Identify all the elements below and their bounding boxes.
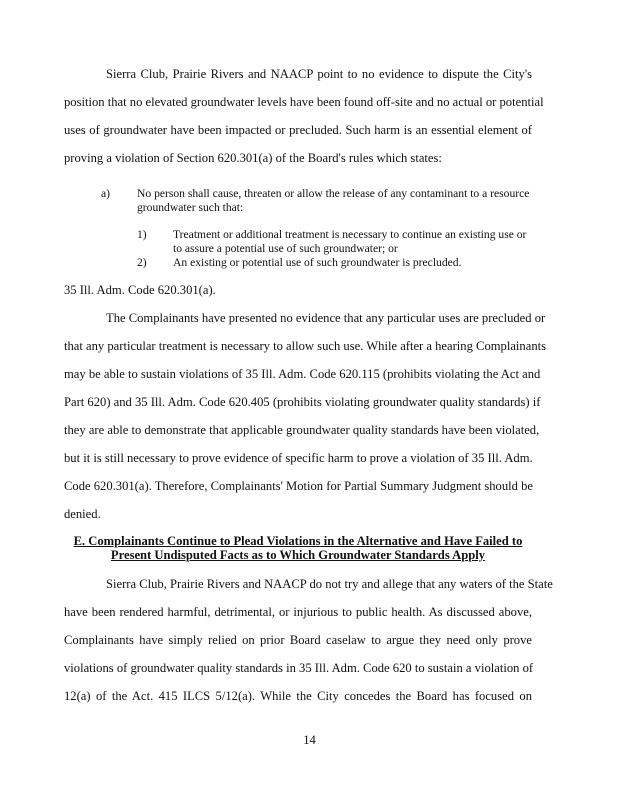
- citation: 35 Ill. Adm. Code 620.301(a).: [64, 283, 216, 297]
- paragraph-3-line-1: Sierra Club, Prairie Rivers and NAACP do not try and allege that any waters of the State: [106, 577, 553, 591]
- quote-sub-item-1-label: 1): [137, 228, 147, 241]
- quote-sub-item-1-line-1: Treatment or additional treatment is necessary to continue an existing use or: [173, 228, 527, 241]
- paragraph-3-line-5: 12(a) of the Act. 415 ILCS 5/12(a). While the City concedes the Board has focused on: [64, 689, 532, 703]
- page-number: 14: [303, 733, 316, 747]
- paragraph-3-line-3: Complainants have simply relied on prior Board caselaw to argue they need only prove: [64, 633, 532, 647]
- paragraph-1-line-3: uses of groundwater have been impacted or precluded. Such harm is an essential element of: [64, 123, 532, 137]
- quote-sub-item-2-label: 2): [137, 256, 147, 269]
- section-heading-line-2: Present Undisputed Facts as to Which Groundwater Standards Apply: [110, 548, 486, 562]
- paragraph-1-line-2: position that no elevated groundwater levels have been found off-site and no actual or potential: [64, 95, 544, 109]
- paragraph-2-line-5: they are able to demonstrate that applicable groundwater quality standards have been violated,: [64, 423, 540, 437]
- paragraph-2-line-8: denied.: [64, 507, 101, 521]
- quote-sub-item-2-line-1: An existing or potential use of such groundwater is precluded.: [173, 256, 462, 269]
- paragraph-2-line-1: The Complainants have presented no evidence that any particular uses are precluded or: [106, 311, 546, 325]
- paragraph-2-line-7: Code 620.301(a). Therefore, Complainants' Motion for Partial Summary Judgment should be: [64, 479, 533, 493]
- quote-item-a-line-1: No person shall cause, threaten or allow the release of any contaminant to a resource: [137, 187, 530, 200]
- quote-item-a-label: a): [101, 187, 111, 200]
- paragraph-3-line-2: have been rendered harmful, detrimental, or injurious to public health. As discussed above,: [64, 605, 532, 619]
- paragraph-2-line-6: but it is still necessary to prove evidence of specific harm to prove a violation of 35 Ill. Adm.: [64, 451, 533, 465]
- paragraph-2-line-4: Part 620) and 35 Ill. Adm. Code 620.405 (prohibits violating groundwater quality standards) if: [64, 395, 541, 409]
- paragraph-3-line-4: violations of groundwater quality standards in 35 Ill. Adm. Code 620 to sustain a violation of: [64, 661, 534, 675]
- paragraph-1-line-4: proving a violation of Section 620.301(a) of the Board's rules which states:: [64, 151, 442, 165]
- paragraph-2-line-3: may be able to sustain violations of 35 Ill. Adm. Code 620.115 (prohibits violating the Act and: [64, 367, 541, 381]
- paragraph-1-line-1: Sierra Club, Prairie Rivers and NAACP point to no evidence to dispute the City's: [106, 67, 532, 81]
- section-heading-line-1: E. Complainants Continue to Plead Violations in the Alternative and Have Failed to: [73, 534, 523, 548]
- quote-item-a-line-2: groundwater such that:: [137, 201, 244, 214]
- paragraph-2-line-2: that any particular treatment is necessary to allow such use. While after a hearing Complainants: [64, 339, 547, 353]
- quote-sub-item-1-line-2: to assure a potential use of such groundwater; or: [173, 242, 398, 255]
